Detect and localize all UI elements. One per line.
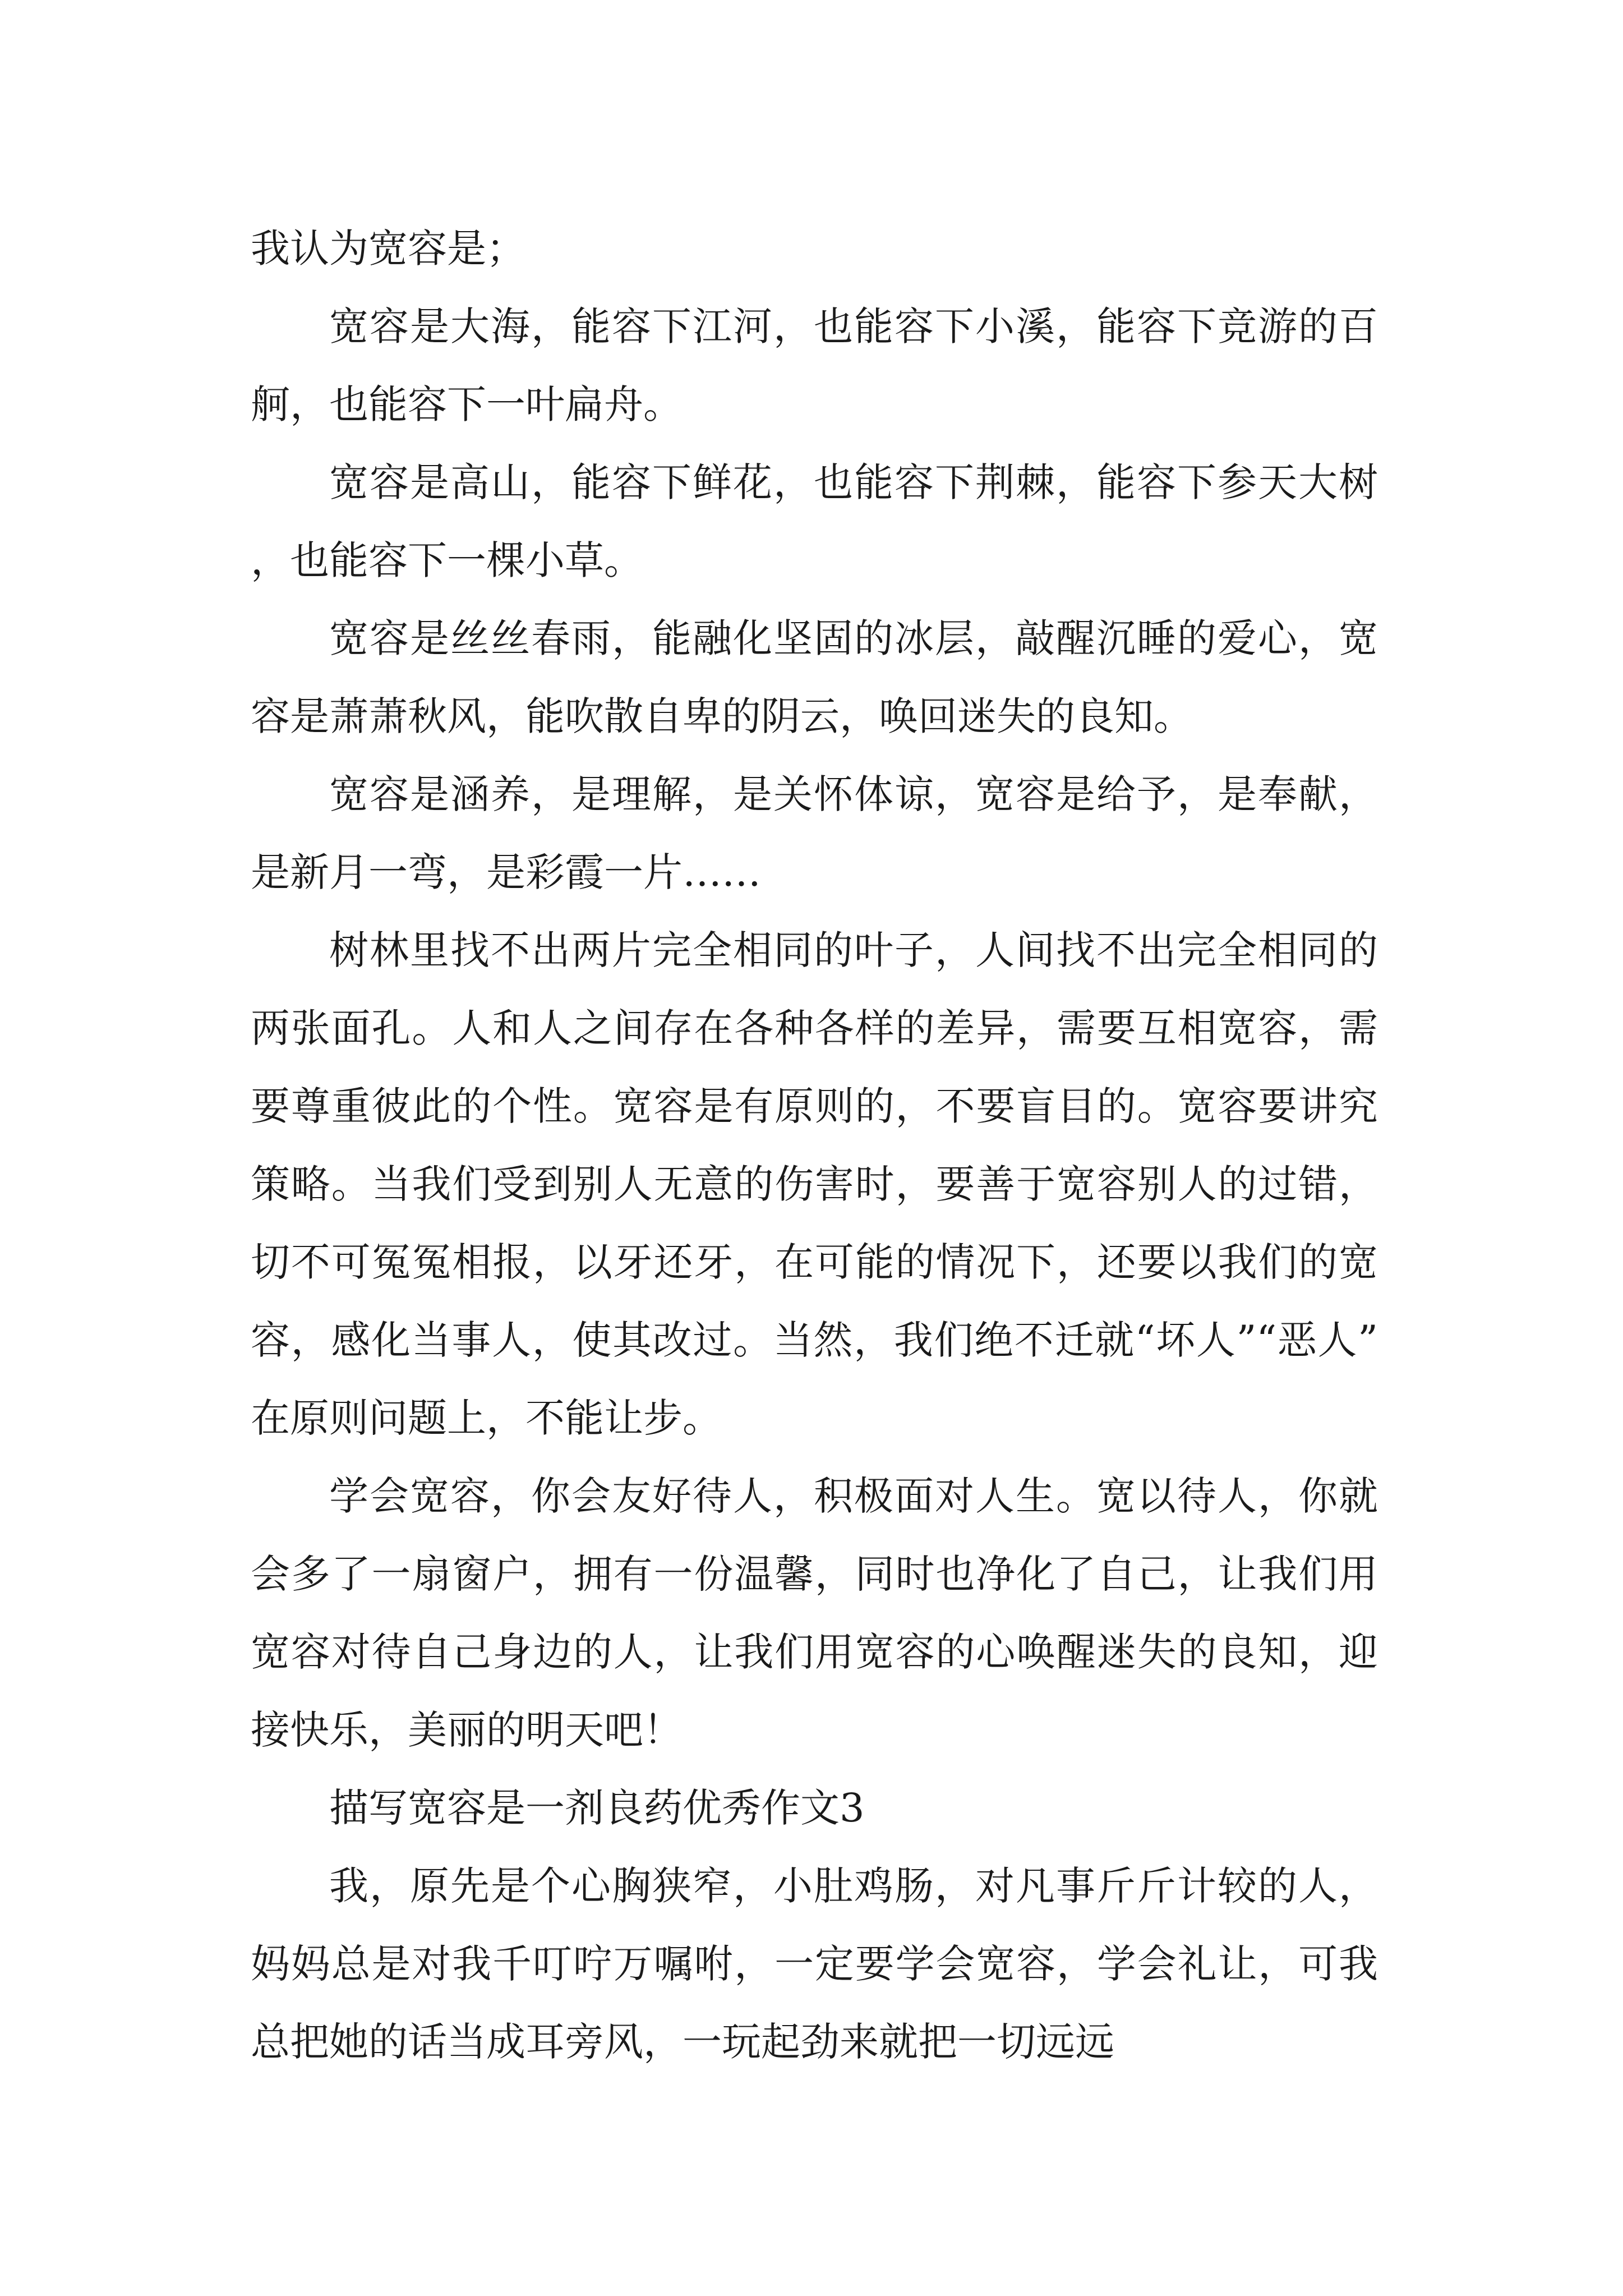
paragraph-intro: 我认为宽容是； [251, 226, 525, 272]
essay-heading: 描写宽容是一剂良药优秀作文3 [329, 1785, 865, 1831]
paragraph-tolerance-qualities: 宽容是涵养，是理解，是关怀体谅，宽容是给予，是奉献，是新月一弯，是彩霞一片…… [251, 771, 1378, 895]
paragraph-essay-3-opening: 我，原先是个心胸狭窄，小肚鸡肠，对凡事斤斤计较的人，妈妈总是对我千叮咛万嘱咐，一定要学会宽容，学会礼让，可我总把她的话当成耳旁风，一玩起劲来就把一切远远 [251, 1863, 1378, 2065]
paragraph-sea: 宽容是大海，能容下江河，也能容下小溪，能容下竞游的百舸，也能容下一叶扁舟。 [251, 303, 1378, 427]
paragraph-learn-tolerance: 学会宽容，你会友好待人，积极面对人生。宽以待人，你就会多了一扇窗户，拥有一份温馨，同时也净化了自己，让我们用宽容对待自己身边的人，让我们用宽容的心唤醒迷失的良知，迎接快乐，美丽的明天吧！ [251, 1473, 1378, 1753]
paragraph-rain-wind: 宽容是丝丝春雨，能融化坚固的冰层，敲醒沉睡的爱心，宽容是萧萧秋风，能吹散自卑的阴云，唤回迷失的良知。 [251, 615, 1378, 739]
article-body [251, 210, 1378, 2081]
paragraph-mountain: 宽容是高山，能容下鲜花，也能容下荆棘，能容下参天大树，也能容下一棵小草。 [251, 459, 1378, 583]
paragraph-differences: 树林里找不出两片完全相同的叶子，人间找不出完全相同的两张面孔。人和人之间存在各种各样的差异，需要互相宽容，需要尊重彼此的个性。宽容是有原则的，不要盲目的。宽容要讲究策略。当我们受到别人无意的伤害时，要善于宽容别人的过错，切不可冤冤相报，以牙还牙，在可能的情况下，还要以我们的宽容，感化当事人，使其改过。当然，我们绝不迁就“坏人”“恶人”在原则问题上，不能让步。 [251, 927, 1378, 1441]
